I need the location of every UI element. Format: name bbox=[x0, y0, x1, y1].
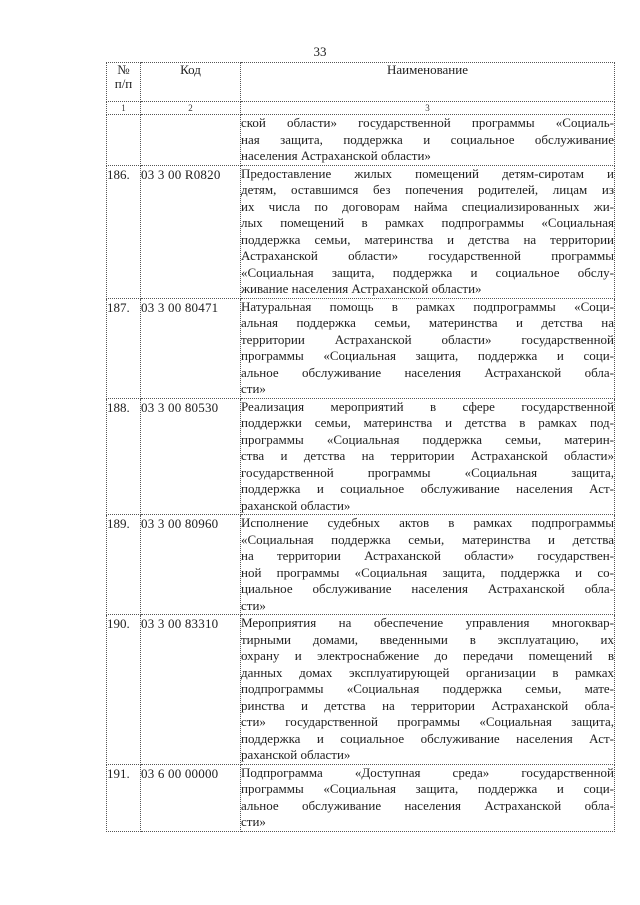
row-number: 189. bbox=[107, 515, 141, 615]
row-name bbox=[241, 764, 615, 831]
page-number: 33 bbox=[313, 44, 327, 59]
row-name bbox=[241, 115, 615, 166]
name-line: сти» государственной программы «Социальная защита, bbox=[241, 714, 614, 729]
name-line: Реализация мероприятий в сфере государственной bbox=[241, 398, 614, 414]
name-line: тирными домами, введенными в эксплуатацию, их bbox=[241, 631, 614, 647]
row-code: 03 6 00 00000 bbox=[141, 764, 241, 831]
row-number: 188. bbox=[107, 398, 141, 515]
name-line: Исполнение судебных актов в рамках подпрограммы bbox=[241, 515, 614, 530]
row-code: 03 3 00 83310 bbox=[141, 615, 241, 765]
name-line: «Социальная защита, поддержка и социальное обслу- bbox=[241, 264, 614, 280]
table-body bbox=[107, 115, 615, 832]
name-line: живание населения Астраханской области» bbox=[241, 281, 482, 296]
header-num: № п/п bbox=[107, 63, 141, 102]
name-line: поддержка и социальное обслуживание населения Аст- bbox=[241, 481, 614, 496]
row-code: 03 3 00 80960 bbox=[141, 515, 241, 615]
table-row bbox=[107, 515, 615, 615]
name-line: Мероприятия на обеспечение управления многоквар- bbox=[241, 615, 614, 630]
name-line: сти» bbox=[241, 597, 266, 613]
column-index: 3 bbox=[241, 102, 615, 115]
name-line: программы «Социальная поддержка семьи, материн- bbox=[241, 431, 614, 447]
name-line: раханской области» bbox=[241, 497, 351, 513]
name-line: альное обслуживание населения Астраханской обла- bbox=[241, 364, 614, 380]
row-name bbox=[241, 615, 615, 765]
name-line: поддержка и социальное обслуживание населения Аст- bbox=[241, 730, 614, 746]
name-line: государственной программы «Социальная защита, bbox=[241, 464, 614, 480]
row-name bbox=[241, 165, 615, 298]
name-line: лых помещений в рамках подпрограммы «Социальная bbox=[241, 215, 614, 230]
table-row bbox=[107, 115, 615, 166]
name-line: данных домах эксплуатирующей организации в рамках bbox=[241, 664, 614, 680]
row-code bbox=[141, 115, 241, 166]
name-line: Натуральная помощь в рамках подпрограммы «Соци- bbox=[241, 298, 614, 314]
name-line: населения Астраханской области» bbox=[241, 148, 431, 163]
table-row bbox=[107, 764, 615, 831]
name-line: ской области» государственной программы «Социаль- bbox=[241, 115, 614, 130]
name-line: альная поддержка семьи, материнства и детства на bbox=[241, 315, 614, 330]
name-line: «Социальная поддержка семьи, материнства и детства bbox=[241, 531, 614, 547]
row-number: 186. bbox=[107, 165, 141, 298]
column-index: 2 bbox=[141, 102, 241, 115]
row-name bbox=[241, 398, 615, 515]
name-line: их числа по договорам найма специализированных жи- bbox=[241, 198, 614, 214]
name-line: ринства и детства на территории Астраханской обла- bbox=[241, 697, 614, 713]
row-number bbox=[107, 115, 141, 166]
name-line: подпрограммы «Социальная поддержка семьи, мате- bbox=[241, 681, 614, 696]
name-line: циальное обслуживание населения Астраханской обла- bbox=[241, 581, 614, 596]
header-code: Код bbox=[141, 63, 241, 102]
column-index-row bbox=[107, 102, 615, 115]
row-number: 191. bbox=[107, 764, 141, 831]
budget-classification-table bbox=[106, 62, 615, 832]
name-line: Подпрограмма «Доступная среда» государственной bbox=[241, 764, 614, 780]
name-line: детям, оставшимся без попечения родителей, лицам из bbox=[241, 182, 614, 197]
name-line: программы «Социальная защита, поддержка и соци- bbox=[241, 348, 614, 363]
table-row bbox=[107, 398, 615, 515]
name-line: ства и детства на территории Астраханской области» bbox=[241, 448, 614, 463]
row-code: 03 3 00 80471 bbox=[141, 298, 241, 398]
name-line: сти» bbox=[241, 814, 266, 829]
row-code: 03 3 00 80530 bbox=[141, 398, 241, 515]
row-number: 187. bbox=[107, 298, 141, 398]
name-line: на территории Астраханской области» государствен- bbox=[241, 548, 614, 563]
name-line: программы «Социальная защита, поддержка и соци- bbox=[241, 781, 614, 796]
name-line: поддержка семьи, материнства и детства на территории bbox=[241, 231, 614, 247]
table-row bbox=[107, 298, 615, 398]
row-name bbox=[241, 515, 615, 615]
table-row bbox=[107, 165, 615, 298]
name-line: Предоставление жилых помещений детям-сиротам и bbox=[241, 165, 614, 181]
row-name bbox=[241, 298, 615, 398]
column-index: 1 bbox=[107, 102, 141, 115]
table-header-row bbox=[107, 63, 615, 102]
row-code: 03 3 00 R0820 bbox=[141, 165, 241, 298]
name-line: территории Астраханской области» государственной bbox=[241, 331, 614, 347]
table-row bbox=[107, 615, 615, 765]
name-line: Астраханской области» государственной программы bbox=[241, 248, 614, 263]
name-line: сти» bbox=[241, 381, 266, 396]
name-line: охрану и электроснабжение до передачи помещений в bbox=[241, 648, 614, 663]
row-number: 190. bbox=[107, 615, 141, 765]
name-line: поддержки семьи, материнства и детства в рамках под- bbox=[241, 415, 614, 430]
name-line: раханской области» bbox=[241, 747, 351, 762]
name-line: ной программы «Социальная защита, поддержка и со- bbox=[241, 564, 614, 580]
header-name: Наименование bbox=[241, 63, 615, 102]
name-line: ная защита, поддержка и социальное обслуживание bbox=[241, 131, 614, 147]
name-line: альное обслуживание населения Астраханской обла- bbox=[241, 797, 614, 813]
